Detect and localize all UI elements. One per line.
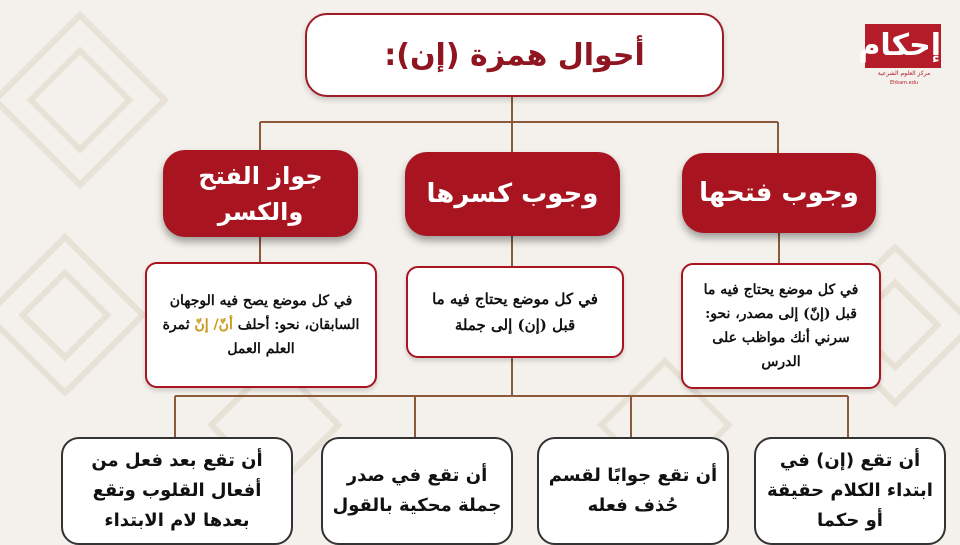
category-obligatory-kasra [405, 152, 620, 236]
case-text: أن تقع جوابًا لقسم حُذف فعله [548, 465, 718, 516]
kasra-case-quoted-speech [321, 437, 513, 545]
description-text-wrap [161, 289, 362, 361]
description-text-pre: في كل موضع يصح فيه الوجهان السابقان، نحو: أحلف [169, 293, 360, 333]
description-text: في كل موضع يحتاج فيه ما قبل (إنّ) إلى مصدر، نحو: سرني أنك مواظب على الدرس [703, 282, 859, 370]
description-text-post: ثمرة العلم العمل [162, 317, 295, 357]
brand-logo [858, 20, 943, 92]
kasra-case-oath-answer [537, 437, 729, 545]
category-label: وجوب كسرها [426, 179, 599, 209]
kasra-case-sentence-start [754, 437, 946, 545]
title-box [305, 13, 724, 97]
case-text: أن تقع بعد فعل من أفعال القلوب وتقع بعدها لام الابتداء [91, 450, 263, 531]
diagram-title: أحوال همزة (إن): [384, 37, 645, 73]
category-both-allowed [163, 150, 358, 237]
description-fatha [681, 263, 881, 389]
description-kasra [406, 266, 624, 358]
logo-name: إحكام [865, 24, 941, 68]
description-both [145, 262, 377, 388]
category-label: وجوب فتحها [699, 178, 859, 208]
logo-subtitle: مركز العلوم الشرعية [877, 70, 931, 77]
description-text: في كل موضع يحتاج فيه ما قبل (إن) إلى جملة [432, 290, 598, 334]
kasra-case-heart-verbs [61, 437, 293, 545]
case-text: أن تقع (إن) في ابتداء الكلام حقيقة أو حكما [767, 450, 933, 531]
category-obligatory-fatha [682, 153, 876, 233]
description-highlight: أنّ/ إنّ [194, 317, 233, 333]
case-text: أن تقع في صدر جملة محكية بالقول [332, 465, 502, 516]
logo-subtitle-2: Ehkam.edu [889, 80, 919, 86]
category-label: جواز الفتح والكسر [198, 161, 323, 226]
